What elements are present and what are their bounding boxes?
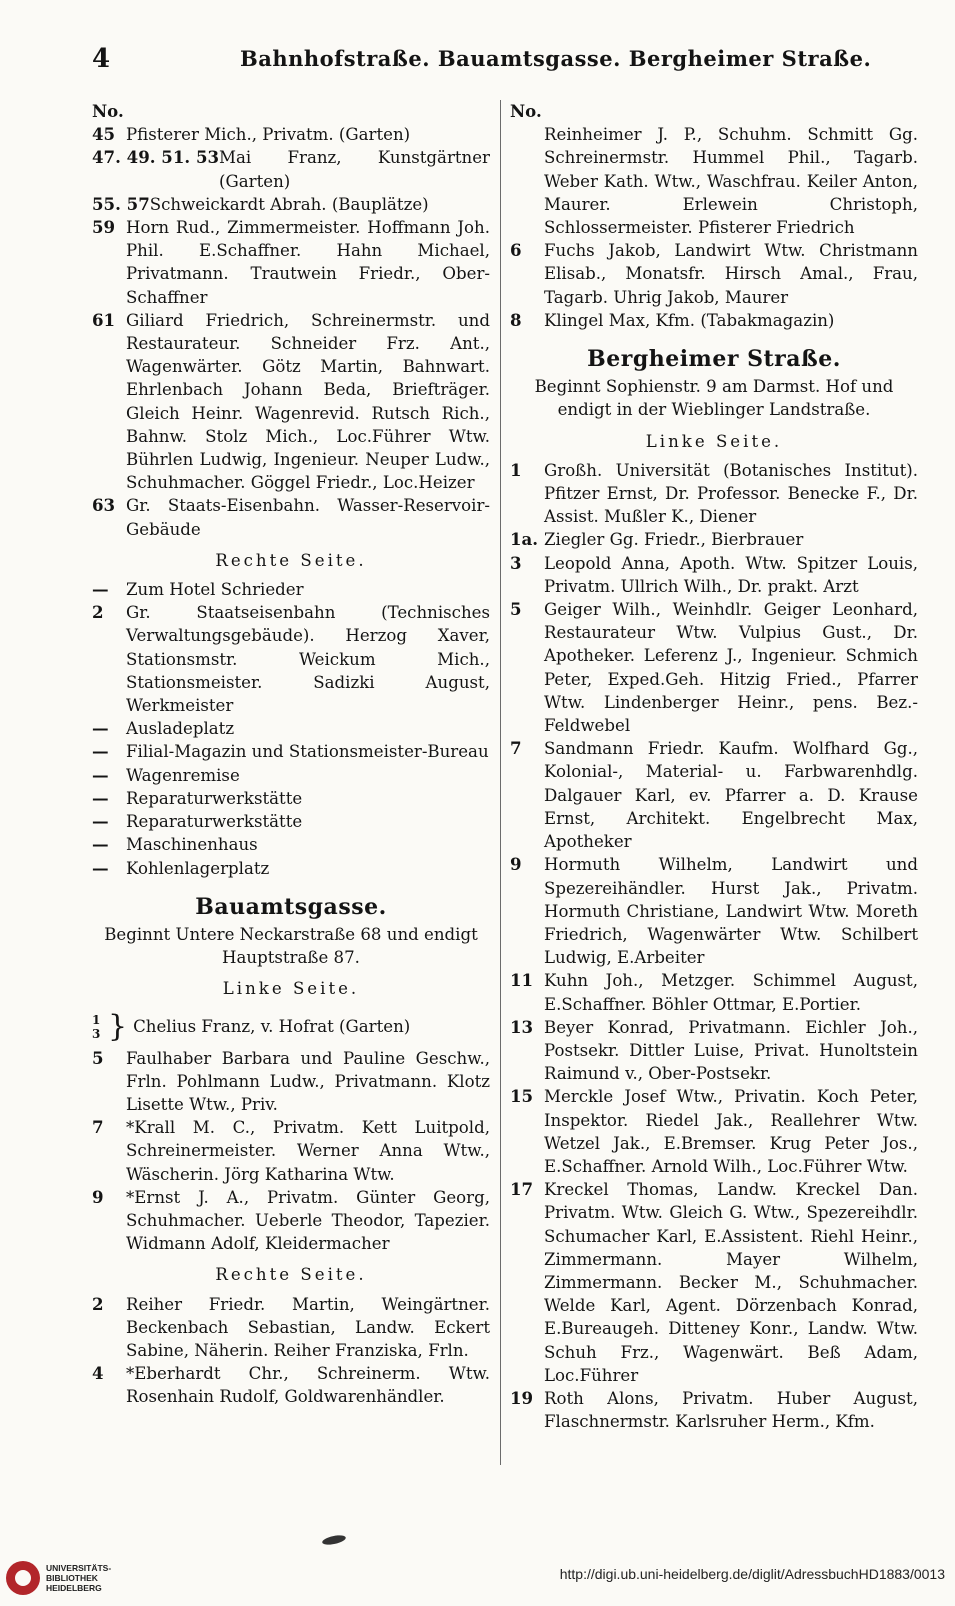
list-item bbox=[92, 740, 490, 763]
house-number: — bbox=[92, 834, 109, 855]
entry-text: Wagenremise bbox=[126, 765, 240, 785]
house-number: 17 bbox=[510, 1179, 534, 1200]
entry-text: Großh. Universität (Botanisches Institut). Pfitzer Ernst, Dr. Professor. Benecke F., Dr. Assist. Mußler K., Diener bbox=[544, 460, 918, 527]
entry-text: Reparaturwerkstätte bbox=[126, 812, 303, 832]
house-number: 7 bbox=[92, 1117, 104, 1138]
list-item bbox=[92, 146, 490, 192]
list-item bbox=[92, 787, 490, 810]
house-number: 1 bbox=[92, 1012, 101, 1027]
running-head: Bahnhofstraße. Bauamtsgasse. Bergheimer Straße. bbox=[240, 46, 872, 71]
house-number: 6 bbox=[510, 240, 522, 261]
list-item bbox=[92, 578, 490, 601]
source-url-link[interactable]: http://digi.ub.uni-heidelberg.de/diglit/AdressbuchHD1883/0013 bbox=[559, 1566, 945, 1582]
house-number: 15 bbox=[510, 1086, 534, 1107]
scan-blemish bbox=[321, 1534, 346, 1547]
list-item bbox=[510, 552, 918, 598]
left-entries-rechte bbox=[92, 1293, 490, 1409]
house-number: 47. 49. 51. 53 bbox=[92, 147, 220, 168]
house-number: — bbox=[92, 764, 109, 785]
house-number: — bbox=[92, 857, 109, 878]
list-item bbox=[92, 857, 490, 880]
entry-text: Reparaturwerkstätte bbox=[126, 788, 303, 808]
street-description: Beginnt Sophienstr. 9 am Darmst. Hof und endigt in der Wieblinger Landstraße. bbox=[534, 377, 894, 420]
house-number: — bbox=[92, 811, 109, 832]
entry-text: Leopold Anna, Apoth. Wtw. Spitzer Louis, Privatm. Ullrich Wilh., Dr. prakt. Arzt bbox=[544, 553, 918, 596]
street-description: Beginnt Untere Neckarstraße 68 und endigt Hauptstraße 87. bbox=[104, 924, 478, 968]
entry-text: Gr. Staatseisenbahn (Technisches Verwaltungsgebäude). Herzog Xaver, Stationsmstr. Weickum Mich., Stationsmeister. Sadizki August, Werkmeister bbox=[126, 603, 490, 716]
list-item bbox=[510, 1085, 918, 1178]
house-number: 2 bbox=[92, 1293, 104, 1314]
house-number bbox=[510, 123, 544, 239]
brace-icon: } bbox=[108, 1008, 128, 1044]
house-number: 13 bbox=[510, 1016, 534, 1037]
house-number: — bbox=[92, 741, 109, 762]
list-item bbox=[510, 1178, 918, 1387]
house-number: 5 bbox=[510, 599, 522, 620]
list-item bbox=[92, 833, 490, 856]
list-item bbox=[92, 1186, 490, 1256]
column-divider bbox=[500, 100, 501, 1465]
house-number: 61 bbox=[92, 309, 116, 330]
list-item bbox=[92, 1362, 490, 1408]
entry-text: Chelius Franz, v. Hofrat (Garten) bbox=[133, 1016, 411, 1036]
paired-house-numbers bbox=[92, 1013, 104, 1041]
house-number: 2 bbox=[92, 602, 104, 623]
entry-text: Geiger Wilh., Weinhdlr. Geiger Leonhard, Restaurateur Wtw. Vulpius Gust., Dr. Apotheker. Leferenz J., Ingenieur. Schmich Peter, Exped.Geh. Hitzig Fried., Pfarrer Wtw. Lindenberger Heinr., pens. Bez.-Feldwebel bbox=[544, 600, 918, 736]
entry-text: Gr. Staats-Eisenbahn. Wasser-Reservoir-Gebäude bbox=[126, 496, 490, 539]
entry-text: *Krall M. C., Privatm. Kett Luitpold, Schreinermeister. Werner Anna Wtw., Wäscherin. Jörg Katharina Wtw. bbox=[126, 1118, 490, 1184]
entry-text: Ziegler Gg. Friedr., Bierbrauer bbox=[544, 530, 804, 550]
house-number: 1a. bbox=[510, 529, 539, 550]
list-item bbox=[510, 1016, 918, 1086]
list-item bbox=[92, 494, 490, 540]
house-number: 11 bbox=[510, 970, 534, 991]
section-heading-linke-seite: Linke Seite. bbox=[645, 431, 783, 451]
house-number: — bbox=[92, 718, 109, 739]
house-number: 5 bbox=[92, 1047, 104, 1068]
list-item bbox=[510, 123, 918, 239]
entry-text: Kreckel Thomas, Landw. Kreckel Dan. Privatm. Wtw. Gleich G. Wtw., Spezereihdlr. Schumacher Karl, E.Assistent. Riehl Heinr., Zimmermann. Mayer Wilhelm, Zimmermann. Becker M., Schuhmacher. Welde Karl, Agent. Dörzenbach Konrad, E.Bureaugeh. Ditteney Konr., Landw. Wtw. Schuh Frz., Wagenwärt. Beß Adam, Loc.Führer bbox=[544, 1180, 918, 1385]
house-number: 19 bbox=[510, 1387, 534, 1408]
library-name: UNIVERSITÄTS- BIBLIOTHEK HEIDELBERG bbox=[46, 1563, 112, 1593]
entry-text: Mai Franz, Kunstgärtner (Garten) bbox=[219, 148, 490, 191]
list-item bbox=[92, 810, 490, 833]
house-number: 45 bbox=[92, 124, 116, 145]
house-number: 63 bbox=[92, 495, 116, 516]
entry-text: Reiher Friedr. Martin, Weingärtner. Beckenbach Sebastian, Landw. Eckert Sabine, Näherin. Reiher Franziska, Frln. bbox=[126, 1294, 490, 1360]
entry-text: Maschinenhaus bbox=[126, 835, 258, 855]
entry-text: Kuhn Joh., Metzger. Schimmel August, E.Schaffner. Böhler Ottmar, E.Portier. bbox=[544, 971, 918, 1014]
list-item bbox=[92, 717, 490, 740]
left-column bbox=[92, 100, 490, 1409]
entry-text: Hormuth Wilhelm, Landwirt und Spezereihändler. Hurst Jak., Privatm. Hormuth Christiane, Landwirt Wtw. Moreth Friedrich, Wagenwärter Wtw. Schilbert Ludwig, E.Arbeiter bbox=[544, 855, 918, 968]
entry-text: Filial-Magazin und Stationsmeister-Bureau bbox=[126, 742, 489, 762]
list-item bbox=[92, 601, 490, 717]
house-number: 1 bbox=[510, 459, 522, 480]
list-item bbox=[510, 598, 918, 737]
no-label: No. bbox=[510, 101, 542, 121]
house-number: 7 bbox=[510, 738, 522, 759]
list-item bbox=[510, 1387, 918, 1433]
section-heading-rechte-seite: Rechte Seite. bbox=[215, 550, 367, 570]
entry-text: Roth Alons, Privatm. Huber August, Flaschnermstr. Karlsruher Herm., Kfm. bbox=[544, 1388, 918, 1432]
list-item bbox=[510, 737, 918, 853]
list-item bbox=[92, 309, 490, 495]
house-number: 9 bbox=[510, 854, 522, 875]
house-number: 4 bbox=[92, 1363, 104, 1384]
entry-text: Giliard Friedrich, Schreinermstr. und Restaurateur. Schneider Frz. Ant., Wagenwärter. Götz Martin, Bahnwart. Ehrlenbach Johann Beda, Briefträger. Gleich Heinr. Wagenrevid. Rutsch Rich., Bahnw. Stolz Mich., Loc.Führer Wtw. Bührlen Ludwig, Ingenieur. Neuper Ludw., Schuhmacher. Göggel Friedr., Loc.Heizer bbox=[126, 310, 490, 493]
street-heading-bergheimer-strasse: Bergheimer Straße. bbox=[587, 346, 841, 373]
entry-text: Zum Hotel Schrieder bbox=[126, 580, 304, 600]
entry-text: Schweickardt Abrah. (Bauplätze) bbox=[149, 194, 429, 214]
list-item bbox=[510, 969, 918, 1015]
house-number: 8 bbox=[510, 309, 522, 330]
entry-text: Ausladeplatz bbox=[126, 719, 235, 739]
left-entries-right-side bbox=[92, 578, 490, 880]
entry-text: Fuchs Jakob, Landwirt Wtw. Christmann Elisab., Monatsfr. Hirsch Amal., Frau, Tagarb. Uhrig Jakob, Maurer bbox=[544, 241, 918, 307]
right-column bbox=[510, 100, 918, 1433]
list-item bbox=[92, 1293, 490, 1363]
left-entries-top bbox=[92, 123, 490, 541]
house-number: 59 bbox=[92, 217, 116, 238]
entry-text: Kohlenlagerplatz bbox=[126, 858, 270, 878]
list-item bbox=[92, 764, 490, 787]
house-number: 3 bbox=[510, 552, 522, 573]
entry-text: Faulhaber Barbara und Pauline Geschw., Frln. Pohlmann Ludw., Privatmann. Klotz Lisette Wtw., Priv. bbox=[126, 1048, 490, 1114]
library-logo bbox=[6, 1558, 166, 1598]
entry-text: Beyer Konrad, Privatmann. Eichler Joh., Postsekr. Dittler Luise, Privat. Hunoltstein Raimund v., Ober-Postsekr. bbox=[544, 1017, 918, 1084]
entry-text: Merckle Josef Wtw., Privatin. Koch Peter, Inspektor. Riedel Jak., Reallehrer Wtw. Wetzel Jak., E.Bremser. Krug Peter Jos., E.Schaffner. Arnold Wilh., Loc.Führer Wtw. bbox=[544, 1087, 918, 1176]
page-number: 4 bbox=[92, 44, 111, 74]
left-entries-linke bbox=[92, 1047, 490, 1256]
entry-text: Pfisterer Mich., Privatm. (Garten) bbox=[126, 125, 411, 145]
house-number: — bbox=[92, 579, 109, 600]
entry-text: Reinheimer J. P., Schuhm. Schmitt Gg. Schreinermstr. Hummel Phil., Tagarb. Weber Kath. Wtw., Waschfrau. Keiler Anton, Maurer. Erlewein Christoph, Schlossermeister. Pfisterer Friedrich bbox=[544, 125, 918, 238]
library-seal-icon bbox=[6, 1561, 40, 1595]
entry-text: *Eberhardt Chr., Schreinerm. Wtw. Rosenhain Rudolf, Goldwarenhändler. bbox=[126, 1364, 490, 1407]
list-item bbox=[510, 853, 918, 969]
street-heading-bauamtsgasse: Bauamtsgasse. bbox=[195, 893, 387, 920]
section-heading-linke-seite: Linke Seite. bbox=[222, 979, 360, 999]
list-item bbox=[92, 216, 490, 309]
entry-text: Sandmann Friedr. Kaufm. Wolfhard Gg., Kolonial-, Material- u. Farbwarenhdlg. Dalgauer Karl, ev. Pfarrer a. D. Krause Ernst, Architekt. Engelbrecht Max, Apotheker bbox=[544, 739, 918, 852]
no-label: No. bbox=[92, 101, 124, 121]
list-item bbox=[92, 123, 490, 146]
house-number: — bbox=[92, 787, 109, 808]
entry-text: Klingel Max, Kfm. (Tabakmagazin) bbox=[544, 310, 835, 330]
list-item bbox=[510, 239, 918, 309]
list-item bbox=[510, 309, 918, 332]
list-item bbox=[510, 528, 918, 551]
house-number: 3 bbox=[92, 1026, 101, 1041]
list-item-paired bbox=[92, 1007, 490, 1047]
entry-text: *Ernst J. A., Privatm. Günter Georg, Schuhmacher. Ueberle Theodor, Tapezier. Widmann Adolf, Kleidermacher bbox=[126, 1187, 490, 1254]
section-heading-rechte-seite: Rechte Seite. bbox=[215, 1265, 367, 1285]
house-number: 9 bbox=[92, 1186, 104, 1207]
list-item bbox=[92, 193, 490, 216]
right-entries-top bbox=[510, 123, 918, 332]
right-entries bbox=[510, 459, 918, 1434]
list-item bbox=[92, 1116, 490, 1186]
list-item bbox=[92, 1047, 490, 1117]
house-number: 55. 57 bbox=[92, 193, 150, 214]
entry-text: Horn Rud., Zimmermeister. Hoffmann Joh. Phil. E.Schaffner. Hahn Michael, Privatmann. Trautwein Friedr., Ober-Schaffner bbox=[126, 218, 490, 307]
list-item bbox=[510, 459, 918, 529]
